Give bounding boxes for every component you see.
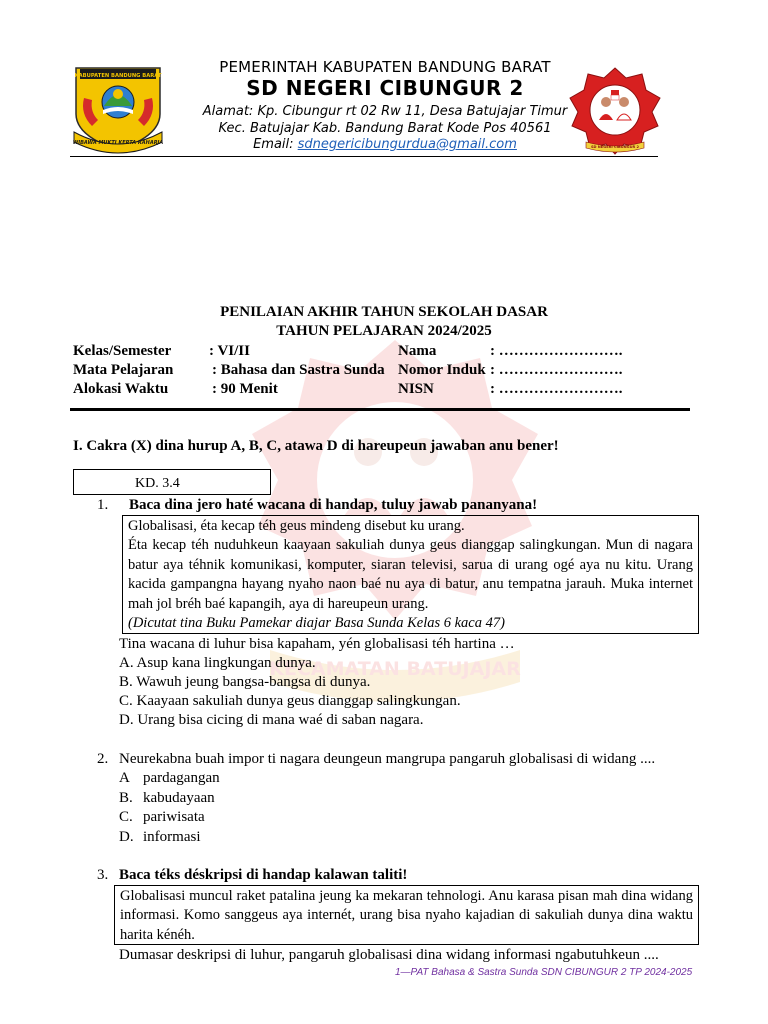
passage-1-paragraph: Éta kecap téh nuduhkeun kaayaan sakuliah dunya geus dianggap salingkungan. Mun di nagara batur aya téhnik komunikasi, komputer, siaran televisi, sarua di urang ogé aya nu kitu. Urang kacida gampangna hayang nyaho naon baé nu aya di batur, anu tempatna jarauh. Muka internet mah jol bréh baé kapangih, aya di hareupeun urang. xyxy=(128,537,693,612)
option-letter: B. xyxy=(119,790,133,806)
option-text: pardagangan xyxy=(143,770,220,786)
government-name: PEMERINTAH KABUPATEN BANDUNG BARAT xyxy=(219,58,551,76)
kbb-logo-banner: KABUPATEN BANDUNG BARAT xyxy=(74,73,162,79)
info-value-subject: : Bahasa dan Sastra Sunda xyxy=(212,362,385,378)
info-value-nisn: : ……………………. xyxy=(490,381,623,397)
watermark-text: KECAMATAN BATUJAJAR xyxy=(269,658,521,680)
question-2-option-c[interactable] xyxy=(119,809,205,826)
option-text: kabudayaan xyxy=(143,790,215,806)
question-3-number: 3. xyxy=(97,867,109,883)
question-2-question: Neurekabna buah impor ti nagara deungeun mangrupa pangaruh globalisasi di widang .... xyxy=(119,751,656,767)
option-text: pariwisata xyxy=(143,809,205,825)
section-instruction: I. Cakra (X) dina hurup A, B, C, atawa D di hareupeun jawaban anu bener! xyxy=(73,438,559,454)
info-value-name: : ……………………. xyxy=(490,343,623,359)
info-label-class: Kelas/Semester xyxy=(73,343,172,359)
question-2-number: 2. xyxy=(97,751,109,767)
email-line xyxy=(160,137,610,152)
question-1-passage xyxy=(122,515,699,634)
question-2-option-b[interactable] xyxy=(119,790,215,807)
info-value-student-id: : ……………………. xyxy=(490,362,623,378)
question-1-question: Tina wacana di luhur bisa kapaham, yén globalisasi téh hartina … xyxy=(119,636,515,652)
exam-title-line-1: PENILAIAN AKHIR TAHUN SEKOLAH DASAR xyxy=(220,304,548,320)
email-label: Email: xyxy=(253,137,294,152)
passage-1-sentence-1: Globalisasi, éta kecap téh geus mindeng disebut ku urang. xyxy=(128,518,465,534)
option-text: informasi xyxy=(143,829,201,845)
school-name: SD NEGERI CIBUNGUR 2 xyxy=(246,76,524,100)
question-2-option-a[interactable] xyxy=(119,770,220,787)
question-3-prompt: Baca téks déskripsi di handap kalawan taliti! xyxy=(119,867,408,883)
info-label-nisn: NISN xyxy=(398,381,434,397)
option-letter: D. xyxy=(119,829,134,845)
info-label-time: Alokasi Waktu xyxy=(73,381,169,397)
question-1-option-a[interactable]: A. Asup kana lingkungan dunya. xyxy=(119,655,316,671)
question-1-option-b[interactable]: B. Wawuh jeung bangsa-bangsa di dunya. xyxy=(119,674,371,690)
info-value-time: : 90 Menit xyxy=(212,381,278,397)
kbb-logo xyxy=(70,64,166,158)
kd-label: KD. 3.4 xyxy=(73,469,271,495)
question-3-passage xyxy=(114,885,699,945)
address-line-1: Alamat: Kp. Cibungur rt 02 Rw 11, Desa Batujajar Timur xyxy=(202,104,568,119)
question-1-option-c[interactable]: C. Kaayaan sakuliah dunya geus dianggap salingkungan. xyxy=(119,693,461,709)
passage-1-source: (Dicutat tina Buku Pamekar diajar Basa Sunda Kelas 6 kaca 47) xyxy=(128,615,505,632)
kbb-logo-motto: WIBAWA MUKTI KERTA RAHARJA xyxy=(72,140,164,146)
letterhead-divider xyxy=(70,156,658,157)
info-label-name: Nama xyxy=(398,343,437,359)
school-emblem-logo xyxy=(566,64,664,156)
school-emblem-banner: SD NEGERI CIBUNGUR 2 xyxy=(590,145,640,149)
passage-3-text: Globalisasi muncul raket patalina jeung ka mekaran tehnologi. Anu karasa pisan mah dina widang informasi. Komo sanggeus aya internét, urang bisa nyaho kajadian di sakuliah dunya dina waktu harita kénéh. xyxy=(120,888,693,943)
question-2-option-d[interactable] xyxy=(119,829,201,846)
option-letter: A xyxy=(119,770,130,786)
info-label-subject: Mata Pelajaran xyxy=(73,362,174,378)
info-divider xyxy=(70,408,690,411)
page-footer: 1—PAT Bahasa & Sastra Sunda SDN CIBUNGUR 2 TP 2024-2025 xyxy=(395,967,693,978)
email-link[interactable]: sdnegericibungurdua@gmail.com xyxy=(297,137,517,152)
question-1-number: 1. xyxy=(97,497,109,513)
kd-box-left-edge xyxy=(73,469,74,495)
info-label-student-id: Nomor Induk xyxy=(398,362,486,378)
info-value-class: : VI/II xyxy=(209,343,250,359)
address-line-2: Kec. Batujajar Kab. Bandung Barat Kode Pos 40561 xyxy=(218,121,552,136)
question-3-question: Dumasar deskripsi di luhur, pangaruh globalisasi dina widang informasi ngabutuhkeun .... xyxy=(119,947,659,963)
question-1-prompt: Baca dina jero haté wacana di handap, tuluy jawab pananyana! xyxy=(129,497,538,513)
exam-title-line-2: TAHUN PELAJARAN 2024/2025 xyxy=(276,323,492,339)
question-1-option-d[interactable]: D. Urang bisa cicing di mana waé di saban nagara. xyxy=(119,712,424,728)
option-letter: C. xyxy=(119,809,133,825)
